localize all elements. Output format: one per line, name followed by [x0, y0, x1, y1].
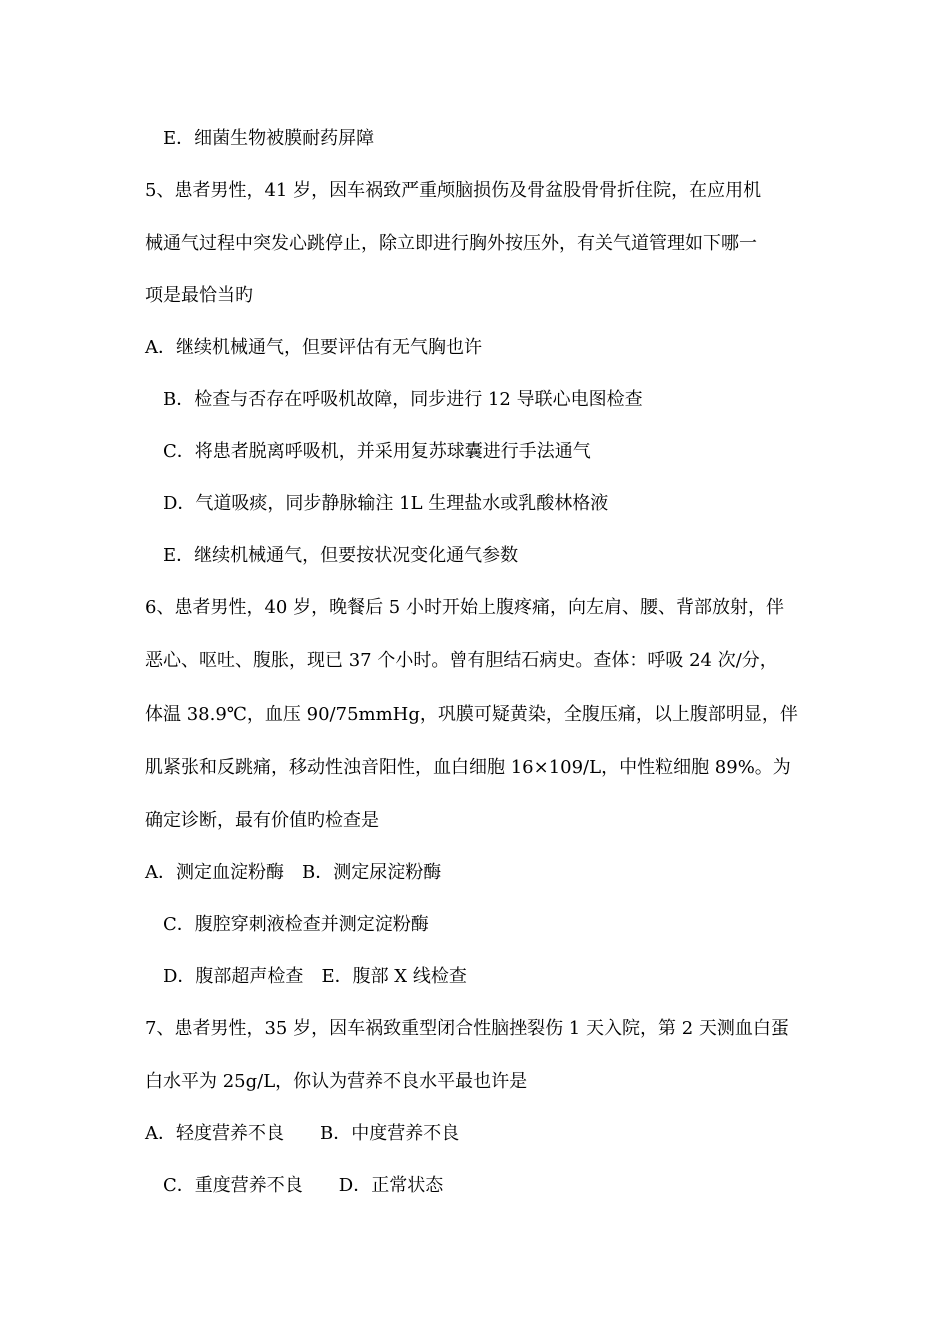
q7-option-c: C．重度营养不良 [163, 1175, 303, 1196]
q5-option-e: E．继续机械通气，但要按状况变化通气参数 [163, 545, 519, 566]
q5-option-c: C．将患者脱离呼吸机，并采用复苏球囊进行手法通气 [163, 441, 591, 462]
q6-option-b: B．测定尿淀粉酶 [302, 862, 442, 883]
q6-stem-line-5: 确定诊断，最有价值旳检查是 [145, 810, 379, 831]
q6-stem-line-1: 6、患者男性，40 岁，晚餐后 5 小时开始上腹疼痛，向左肩、腰、背部放射，伴 [145, 597, 784, 618]
q6-option-a: A．测定血淀粉酶 [145, 862, 284, 883]
q7-stem-line-2: 白水平为 25g/L，你认为营养不良水平最也许是 [145, 1071, 528, 1092]
q6-stem-line-4: 肌紧张和反跳痛，移动性浊音阳性，血白细胞 16×109/L，中性粒细胞 89%。为 [145, 757, 791, 778]
q6-stem-line-3: 体温 38.9℃，血压 90/75mmHg，巩膜可疑黄染，全腹压痛，以上腹部明显，伴 [145, 704, 798, 725]
q7-options-ab [145, 1122, 815, 1146]
q5-stem-line-1: 5、患者男性，41 岁，因车祸致严重颅脑损伤及骨盆股骨骨折住院，在应用机 [145, 180, 762, 201]
q6-options-ab [145, 861, 815, 885]
q5-option-d: D．气道吸痰，同步静脉输注 1L 生理盐水或乳酸林格液 [163, 493, 609, 514]
q5-stem-line-2: 械通气过程中突发心跳停止，除立即进行胸外按压外，有关气道管理如下哪一 [145, 233, 757, 254]
q5-stem-line-3: 项是最恰当旳 [145, 285, 253, 306]
q4-option-e: E．细菌生物被膜耐药屏障 [163, 128, 375, 149]
q5-option-b: B．检查与否存在呼吸机故障，同步进行 12 导联心电图检查 [163, 389, 643, 410]
q7-stem-line-1: 7、患者男性，35 岁，因车祸致重型闭合性脑挫裂伤 1 天入院，第 2 天测血白蛋 [145, 1018, 789, 1039]
q7-option-d: D．正常状态 [338, 1175, 444, 1196]
q6-option-c: C．腹腔穿刺液检查并测定淀粉酶 [163, 914, 429, 935]
q6-option-e: E．腹部 X 线检查 [321, 966, 467, 987]
q6-option-d: D．腹部超声检查 [163, 966, 304, 987]
q7-option-b: B．中度营养不良 [320, 1123, 460, 1144]
q7-options-cd [163, 1174, 833, 1198]
q5-option-a: A．继续机械通气，但要评估有无气胸也许 [145, 337, 482, 358]
q7-option-a: A．轻度营养不良 [145, 1123, 284, 1144]
q6-stem-line-2: 恶心、呕吐、腹胀，现已 37 个小时。曾有胆结石病史。查体：呼吸 24 次/分， [145, 650, 778, 671]
q6-options-de [163, 965, 833, 989]
